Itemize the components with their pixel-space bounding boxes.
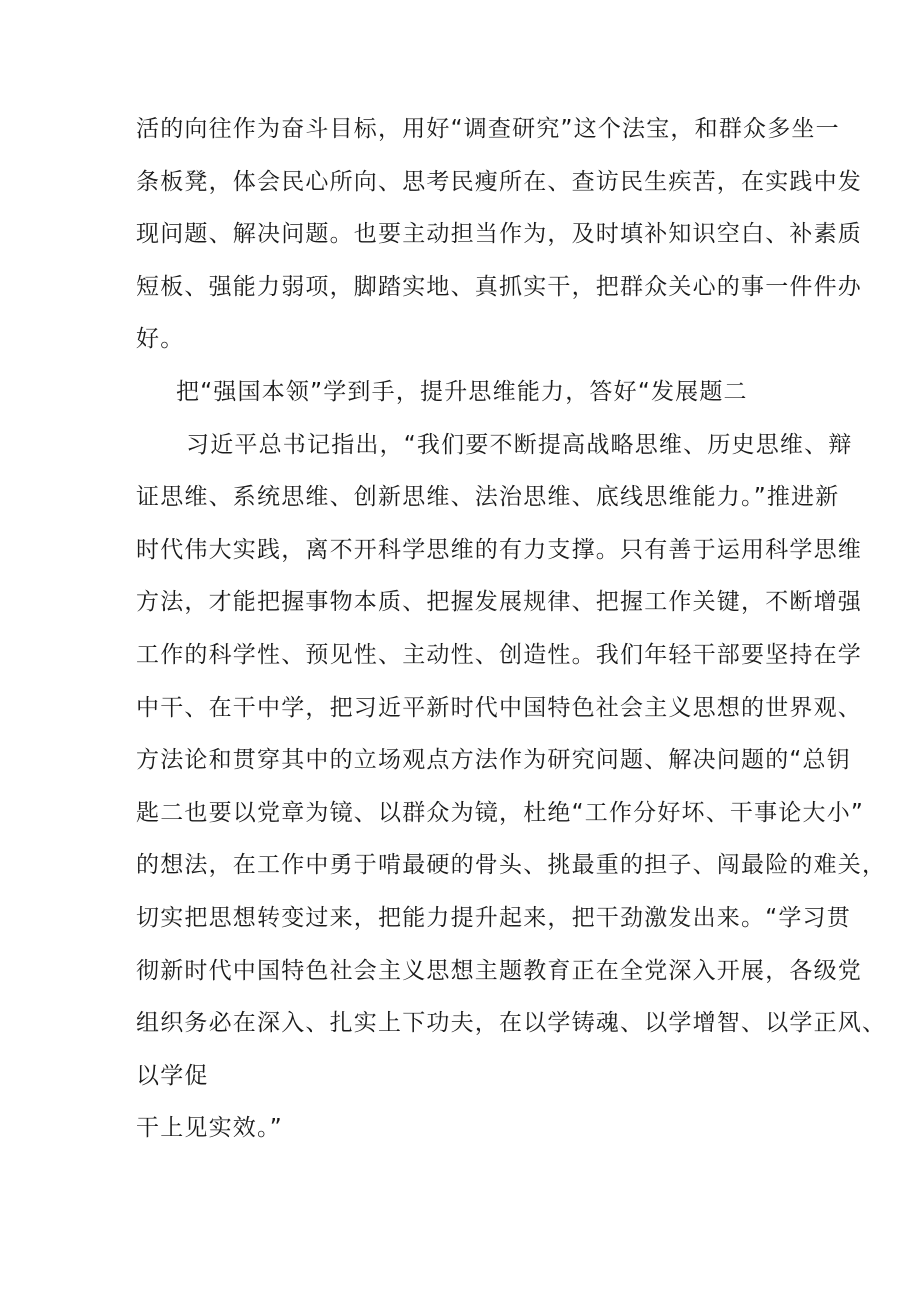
paragraph-line: 匙二也要以党章为镜、以群众为镜，杜绝“工作分好坏、干事论大小” xyxy=(136,799,865,826)
paragraph-line: 组织务必在深入、扎实上下功夫，在以学铸魂、以学增智、以学正风、 xyxy=(136,1010,887,1037)
paragraph-line: 时代伟大实践，离不开科学思维的有力支撑。只有善于运用科学思维 xyxy=(136,536,862,563)
paragraph-line: 的想法，在工作中勇于啃最硬的骨头、挑最重的担子、闯最险的难关， xyxy=(136,852,887,879)
paragraph-line: 干上见实效。” xyxy=(136,1115,283,1142)
paragraph-2 xyxy=(136,424,887,1150)
paragraph-1 xyxy=(136,108,862,360)
paragraph-line: 切实把思想转变过来，把能力提升起来，把干劲激发出来。“学习贯 xyxy=(136,904,851,931)
paragraph-line: 习近平总书记指出，“我们要不断提高战略思维、历史思维、辩 xyxy=(186,431,853,458)
paragraph-line: 彻新时代中国特色社会主义思想主题教育正在全党深入开展，各级党 xyxy=(136,957,862,984)
paragraph-line: 好。 xyxy=(136,326,185,353)
paragraph-line: 方法，才能把握事物本质、把握发展规律、把握工作关键，不断增强 xyxy=(136,589,862,616)
paragraph-line: 中干、在干中学，把习近平新时代中国特色社会主义思想的世界观、 xyxy=(136,694,862,721)
paragraph-line: 证思维、系统思维、创新思维、法治思维、底线思维能力。”推进新 xyxy=(136,484,840,511)
paragraph-line: 条板凳，体会民心所向、思考民瘦所在、查访民生疾苦，在实践中发 xyxy=(136,168,862,195)
document-body xyxy=(136,108,887,1160)
paragraph-line: 以学促 xyxy=(136,1062,209,1089)
paragraph-line: 工作的科学性、预见性、主动性、创造性。我们年轻干部要坚持在学 xyxy=(136,641,862,668)
paragraph-line: 活的向往作为奋斗目标，用好“调查研究”这个法宝，和群众多坐一 xyxy=(136,116,840,142)
paragraph-line: 方法论和贯穿其中的立场观点方法作为研究问题、解决问题的“总钥 xyxy=(136,747,851,774)
paragraph-line: 短板、强能力弱项，脚踏实地、真抓实干，把群众关心的事一件件办 xyxy=(136,273,862,300)
section-heading: 把“强国本领”学到手，提升思维能力，答好“发展题二 xyxy=(176,378,748,405)
paragraph-line: 现问题、解决问题。也要主动担当作为，及时填补知识空白、补素质 xyxy=(136,221,862,248)
